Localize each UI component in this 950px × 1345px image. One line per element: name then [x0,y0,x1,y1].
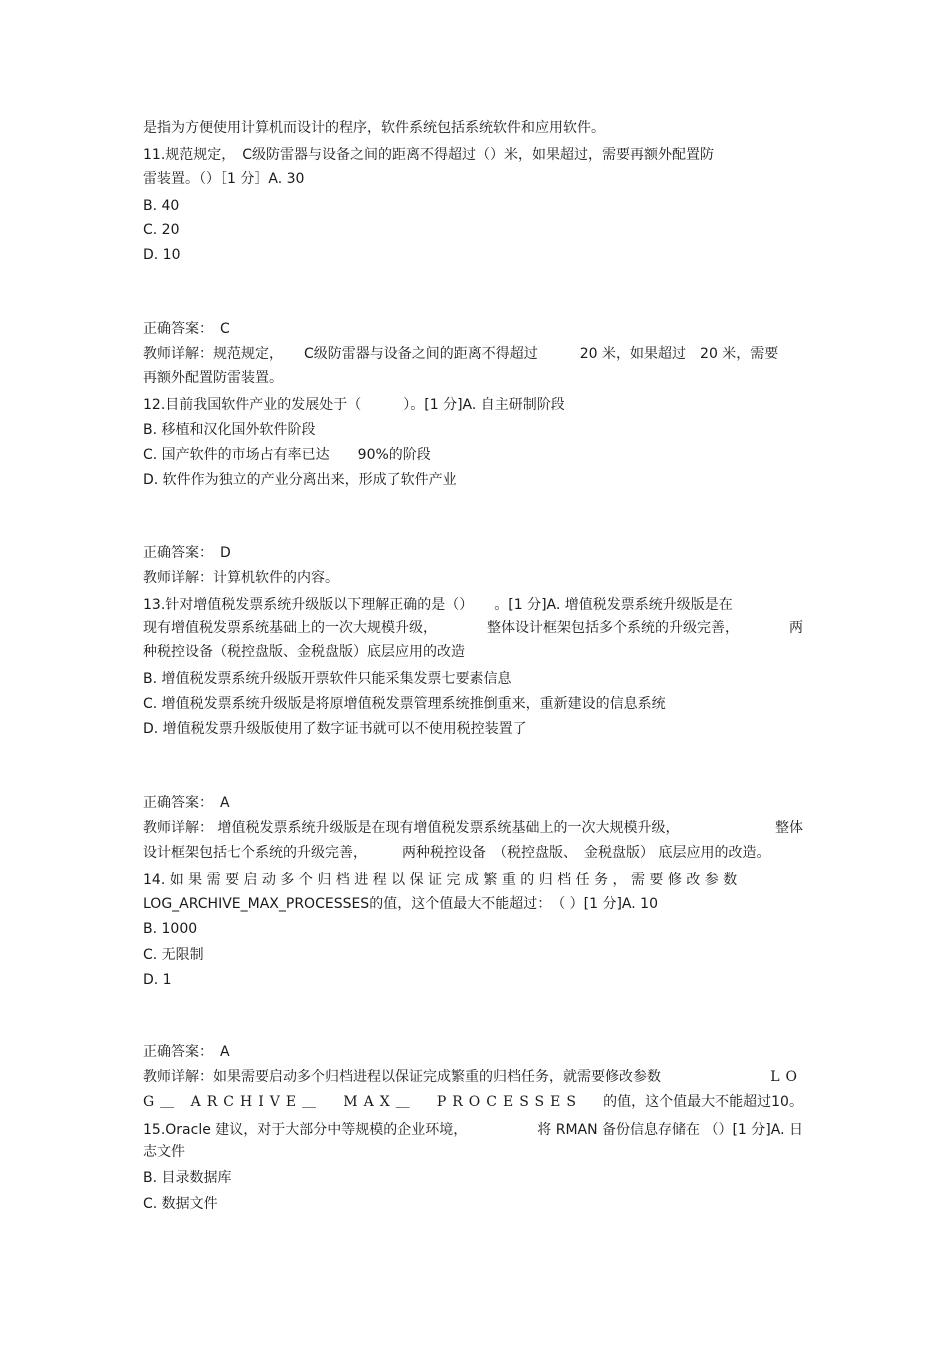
param-name: LOG_ARCHIVE_MAX_PROCESSES [143,896,370,912]
text-segment: 教师详解：如果需要启动多个归档进程以保证完成繁重的归档任务，就需要修改参数 [143,1069,661,1085]
text-segment: PROCESSES [436,1094,582,1110]
text-segment: 15.Oracle 建议，对于大部分中等规模的企业环境， [143,1122,468,1138]
text-line: 是指为方便使用计算机而设计的程序，软件系统包括系统软件和应用软件。 [143,120,605,136]
question-15-stem [143,1121,803,1139]
question-14-answer: 正确答案： A [143,1044,230,1060]
text-segment: 两 [789,620,803,636]
question-13-option-c: C. 增值税发票系统升级版是将原增值税发票管理系统推倒重来，重新建设的信息系统 [143,696,666,712]
question-14-explanation [143,1068,803,1086]
question-12-explanation: 教师详解：计算机软件的内容。 [143,570,339,586]
question-13-answer: 正确答案： A [143,795,230,811]
question-12-answer: 正确答案： D [143,545,231,561]
question-11-stem: 11.规范规定， C级防雷器与设备之间的距离不得超过（）米，如果超过，需要再额外配置防 [143,147,715,163]
text-segment: 教师详解： 增值税发票系统升级版是在现有增值税发票系统基础上的一次大规模升级， [143,820,680,836]
question-13-explanation [143,819,803,837]
question-11-option-c: C. 20 [143,222,180,238]
question-11-explanation: 教师详解：规范规定， C级防雷器与设备之间的距离不得超过 20 米，如果超过 20 米，需要 [143,346,779,362]
question-11-option-b: B. 40 [143,198,180,214]
question-14-option-c: C. 无限制 [143,947,204,963]
question-12-stem: 12.目前我国软件产业的发展处于（ ）。[1 分]A. 自主研制阶段 [143,397,565,413]
question-14-option-b: B. 1000 [143,921,198,937]
question-14-option-d: D. 1 [143,972,172,988]
question-13-option-b: B. 增值税发票系统升级版开票软件只能采集发票七要素信息 [143,671,512,687]
text-segment: MAX＿ [343,1094,416,1110]
question-11-answer: 正确答案： C [143,321,230,337]
text-segment: 的值，这个值最大不能超过10。 [603,1094,803,1110]
question-12-option-d: D. 软件作为独立的产业分离出来，形成了软件产业 [143,472,457,488]
question-14-explanation-cont [143,1093,803,1111]
question-11-explanation-cont: 再额外配置防雷装置。 [143,370,283,386]
question-15-stem-cont: 志文件 [143,1144,185,1160]
text-segment: 的值，这个值最大不能超过： （ ）[1 分]A. 10 [369,896,658,912]
question-14-stem: 14. 如 果 需 要 启 动 多 个 归 档 进 程 以 保 证 完 成 繁 重 的 归 档 任 务 ， 需 要 修 改 参 数 [143,872,738,888]
question-13-stem-cont [143,619,803,637]
question-14-stem-cont [143,895,658,913]
text-segment: G＿ ARCHIVE＿ [143,1094,323,1110]
text-segment: 现有增值税发票系统基础上的一次大规模升级， [143,620,437,636]
question-12-option-c: C. 国产软件的市场占有率已达 90%的阶段 [143,447,431,463]
text-segment: LO [770,1069,803,1085]
question-13-stem: 13.针对增值税发票系统升级版以下理解正确的是（） 。[1 分]A. 增值税发票系统升级版是在 [143,597,733,613]
question-13-stem-cont: 种税控设备（税控盘版、金税盘版）底层应用的改造 [143,644,465,660]
text-segment: 整体设计框架包括多个系统的升级完善， [487,620,739,636]
question-11-option-d: D. 10 [143,247,181,263]
question-15-option-b: B. 目录数据库 [143,1170,232,1186]
question-13-option-d: D. 增值税发票升级版使用了数字证书就可以不使用税控装置了 [143,721,527,737]
question-12-option-b: B. 移植和汉化国外软件阶段 [143,422,316,438]
question-15-option-c: C. 数据文件 [143,1196,218,1212]
text-segment: 整体 [775,820,803,836]
question-13-explanation-cont: 设计框架包括七个系统的升级完善， 两种税控设备 （税控盘版、 金税盘版） 底层应用的改造。 [143,845,771,861]
question-11-stem-cont: 雷装置。（）［1 分］A. 30 [143,171,305,187]
text-segment: 将 RMAN 备份信息存储在 （）[1 分]A. 日 [537,1122,803,1138]
